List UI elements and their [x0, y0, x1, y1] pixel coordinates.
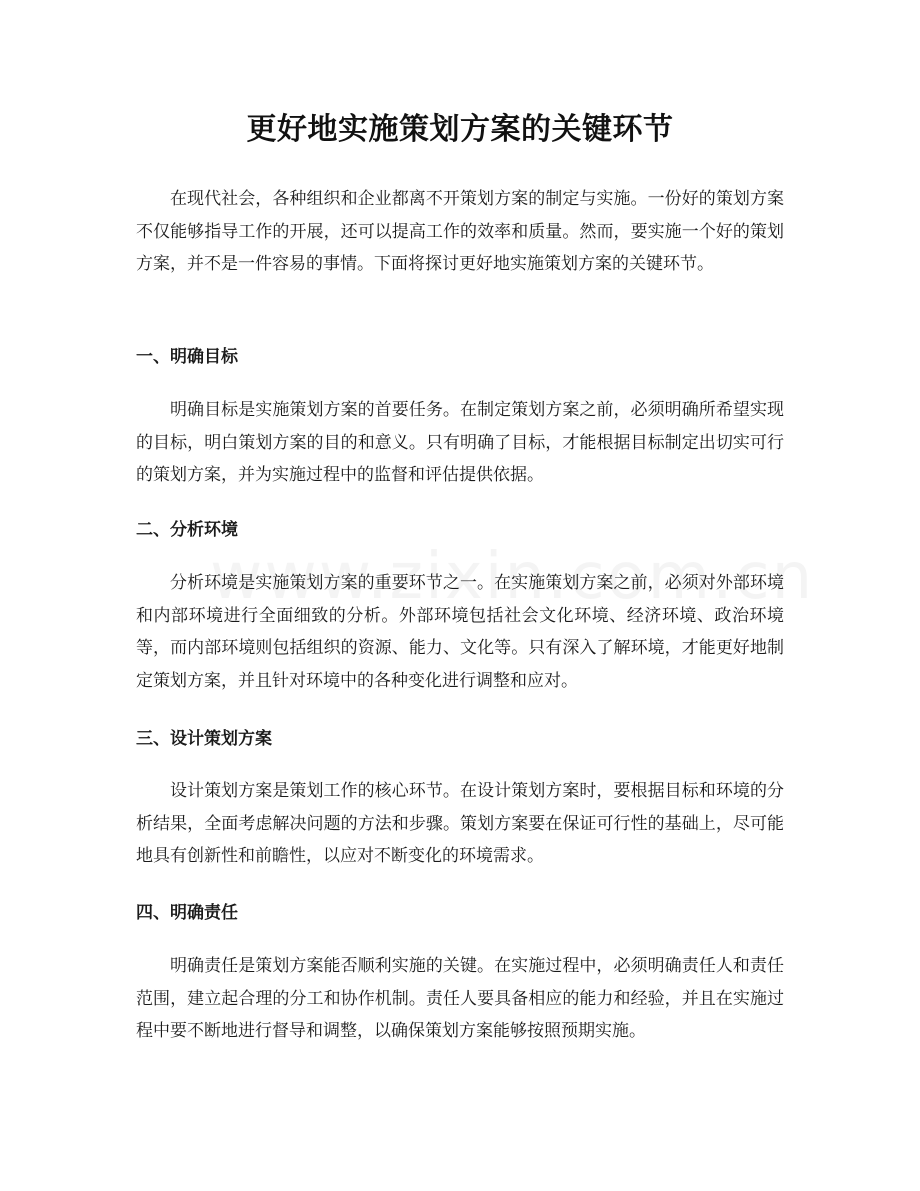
section-heading-1: 一、明确目标 — [136, 347, 238, 367]
section-body-4: 明确责任是策划方案能否顺利实施的关键。在实施过程中，必须明确责任人和责任范围，建立起合理的分工和协作机制。责任人要具备相应的能力和经验，并且在实施过程中要不断地进行督导和调整，以确保策划方案能够按照预期实施。 — [136, 956, 784, 1041]
document-title: 更好地实施策划方案的关键环节 — [246, 112, 674, 147]
section-heading-4: 四、明确责任 — [136, 903, 238, 923]
section-heading-2: 二、分析环境 — [136, 520, 238, 540]
section-body-3: 设计策划方案是策划工作的核心环节。在设计策划方案时，要根据目标和环境的分析结果，全面考虑解决问题的方法和步骤。策划方案要在保证可行性的基础上，尽可能地具有创新性和前瞻性，以应对不断变化的环境需求。 — [136, 781, 784, 866]
section-body-1: 明确目标是实施策划方案的首要任务。在制定策划方案之前，必须明确所希望实现的目标，明白策划方案的目的和意义。只有明确了目标，才能根据目标制定出切实可行的策划方案，并为实施过程中的监督和评估提供依据。 — [136, 400, 784, 485]
section-heading-3: 三、设计策划方案 — [136, 729, 272, 749]
intro-paragraph: 在现代社会，各种组织和企业都离不开策划方案的制定与实施。一份好的策划方案不仅能够指导工作的开展，还可以提高工作的效率和质量。然而，要实施一个好的策划方案，并不是一件容易的事情。下面将探讨更好地实施策划方案的关键环节。 — [136, 189, 784, 274]
section-body-2: 分析环境是实施策划方案的重要环节之一。在实施策划方案之前，必须对外部环境和内部环境进行全面细致的分析。外部环境包括社会文化环境、经济环境、政治环境等，而内部环境则包括组织的资源、能力、文化等。只有深入了解环境，才能更好地制定策划方案，并且针对环境中的各种变化进行调整和应对。 — [136, 573, 784, 691]
